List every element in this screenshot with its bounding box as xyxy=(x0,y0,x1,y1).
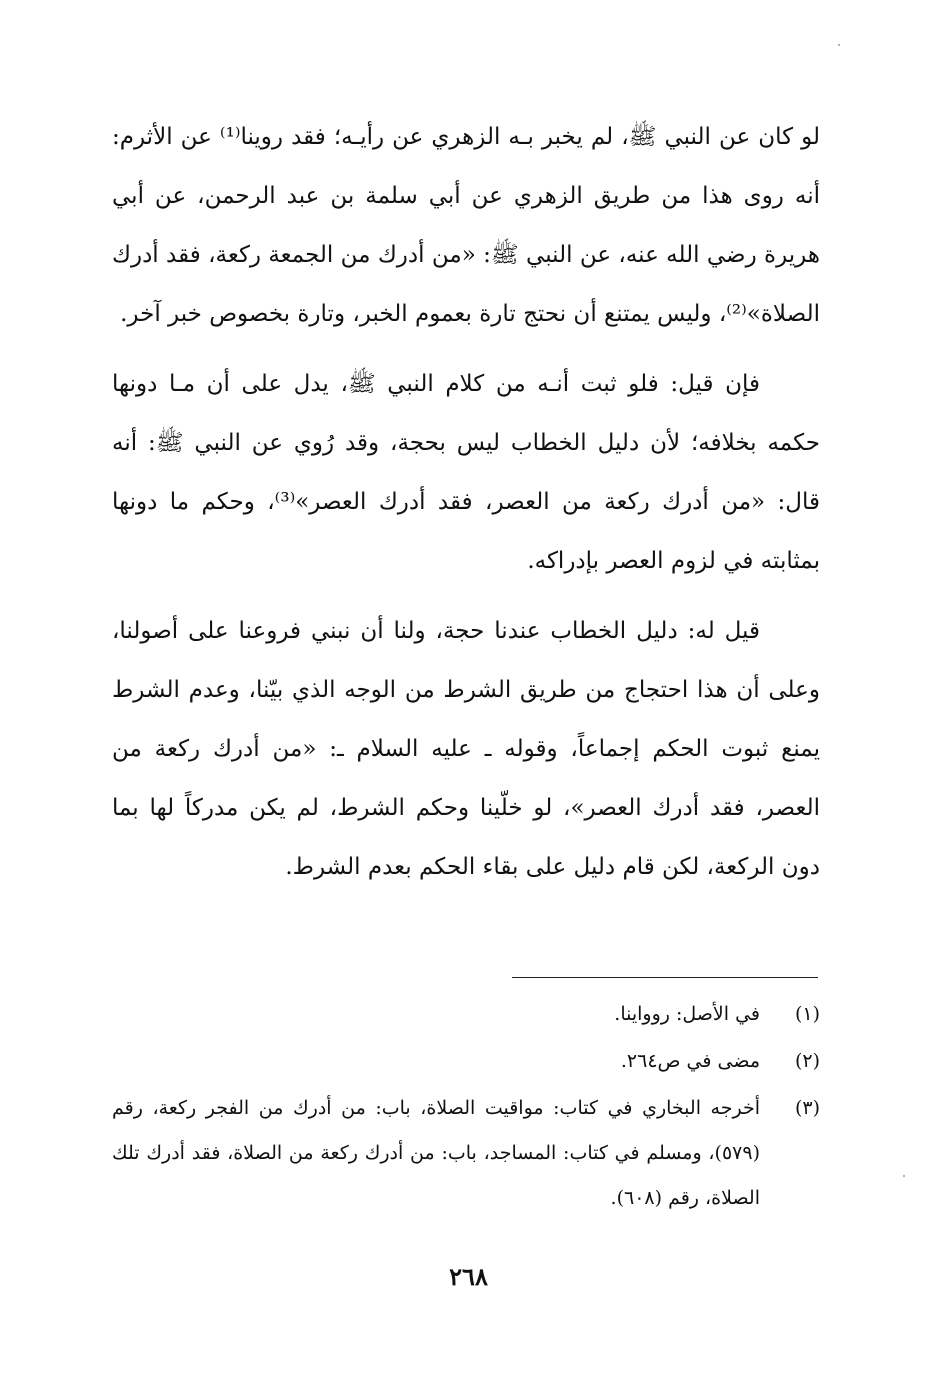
footnote-3 xyxy=(112,1086,820,1221)
main-text xyxy=(112,108,820,897)
paragraph-1: لو كان عن النبي ﷺ، لم يخبر بـه الزهري عن رأيـه؛ فقد روينا⁽¹⁾ عن الأثرم: أنه روى هذا من طريق الزهري عن أبي سلمة بن عبد الرحمن، عن أبي هريرة رضي الله عنه، عن النبي ﷺ: «من أدرك من الجمعة ركعة، فقد أدرك الصلاة»⁽²⁾، وليس يمتنع أن نحتج تارة بعموم الخبر، وتارة بخصوص خبر آخر. xyxy=(112,124,821,327)
page-number: ٢٦٨ xyxy=(449,1262,488,1291)
paragraph-3: قيل له: دليل الخطاب عندنا حجة، ولنا أن نبني فروعنا على أصولنا، وعلى أن هذا احتجاج من طريق الشرط من الوجه الذي بيّنا، وعدم الشرط يمنع ثبوت الحكم إجماعاً، وقوله ـ عليه السلام ـ: «من أدرك ركعة من العصر، فقد أدرك العصر»، لو خلّينا وحكم الشرط، لم يكن مدركاً لها بما دون الركعة، لكن قام دليل على بقاء الحكم بعدم الشرط. xyxy=(112,618,820,880)
footnote-2 xyxy=(112,1039,820,1084)
footnote-number: (٢) xyxy=(794,1050,820,1072)
scan-speck xyxy=(838,44,840,46)
footnote-text: أخرجه البخاري في كتاب: مواقيت الصلاة، باب: من أدرك من الفجر ركعة، رقم (٥٧٩)، ومسلم في كتاب: المساجد، باب: من أدرك ركعة من الصلاة، فقد أدرك تلك الصلاة، رقم (٦٠٨). xyxy=(112,1097,760,1209)
footnote-number: (٣) xyxy=(794,1097,820,1119)
footnote-number: (١) xyxy=(794,1003,820,1025)
footnote-1 xyxy=(112,992,820,1037)
paragraph-2: فإن قيل: فلو ثبت أنـه من كلام النبي ﷺ، يدل على أن مـا دونها حكمه بخلافه؛ لأن دليل الخطاب ليس بحجة، وقد رُوي عن النبي ﷺ: أنه قال: «من أدرك ركعة من العصر، فقد أدرك العصر»⁽³⁾، وحكم ما دونها بمثابته في لزوم العصر بإدراكه. xyxy=(112,371,820,574)
footnotes xyxy=(112,992,820,1223)
footnote-text: مضى في ص٢٦٤. xyxy=(620,1050,760,1072)
footnote-text: في الأصل: روواينا. xyxy=(614,1003,760,1025)
footnote-separator xyxy=(512,977,818,978)
scan-speck xyxy=(903,1175,905,1177)
